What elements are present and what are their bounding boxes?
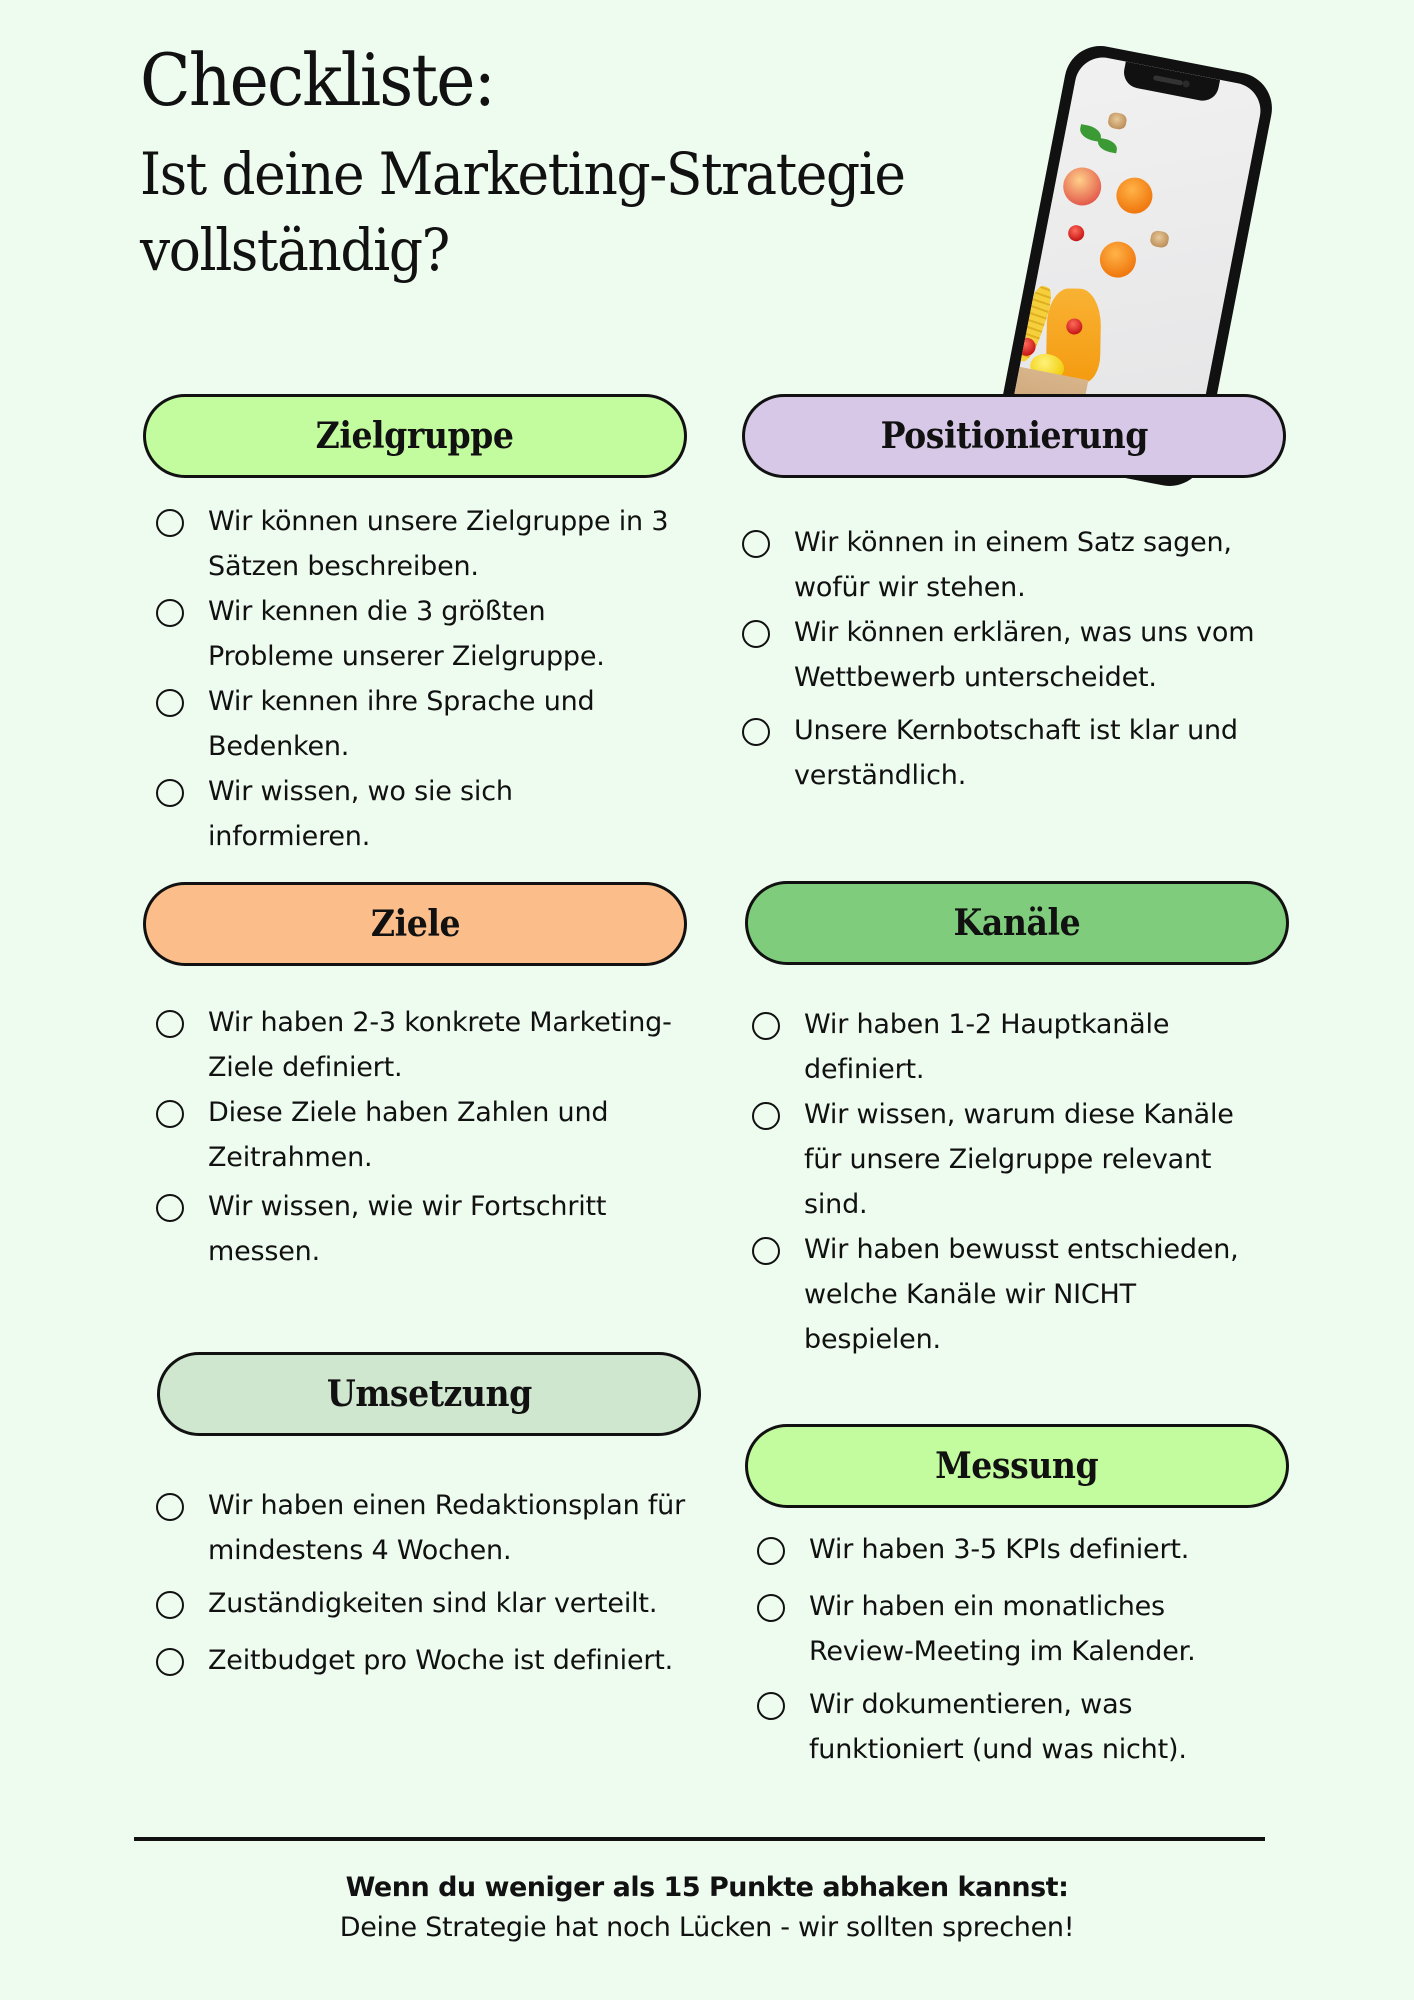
checklist-item[interactable]: Wir kennen die 3 größten Probleme unserer Zielgruppe.: [156, 589, 676, 679]
section-header-kanaele: [745, 881, 1289, 965]
checkbox-circle-icon[interactable]: [156, 599, 184, 627]
checklist-umsetzung: [156, 1483, 686, 1683]
section-title: Messung: [935, 1445, 1099, 1487]
checklist-item[interactable]: Wir haben 2-3 konkrete Marketing-Ziele definiert.: [156, 1000, 676, 1090]
section-header-positionierung: [742, 394, 1286, 478]
checklist-item[interactable]: Unsere Kernbotschaft ist klar und verständlich.: [742, 708, 1282, 798]
orange-icon: [1113, 174, 1155, 216]
section-header-umsetzung: [157, 1352, 701, 1436]
checkbox-circle-icon[interactable]: [752, 1102, 780, 1130]
section-header-ziele: [143, 882, 687, 966]
checkbox-circle-icon[interactable]: [156, 1591, 184, 1619]
checkbox-circle-icon[interactable]: [156, 1194, 184, 1222]
checkbox-circle-icon[interactable]: [742, 620, 770, 648]
footer-text: Deine Strategie hat noch Lücken - wir sollten sprechen!: [339, 1912, 1075, 1943]
leaf-icon: [1097, 138, 1119, 154]
page-title: Checkliste:: [140, 38, 495, 122]
checkbox-circle-icon[interactable]: [752, 1012, 780, 1040]
checkbox-circle-icon[interactable]: [742, 530, 770, 558]
checklist-item[interactable]: Diese Ziele haben Zahlen und Zeitrahmen.: [156, 1090, 676, 1180]
checklist-zielgruppe: [156, 499, 676, 859]
walnut-icon: [1107, 111, 1128, 130]
section-title: Umsetzung: [326, 1373, 532, 1415]
checkbox-circle-icon[interactable]: [757, 1594, 785, 1622]
apple-icon: [1060, 164, 1105, 209]
orange-icon: [1097, 239, 1139, 281]
checklist-kanaele: [752, 1002, 1272, 1362]
checklist-ziele: [156, 1000, 676, 1274]
checklist-item[interactable]: Wir haben einen Redaktionsplan für mindestens 4 Wochen.: [156, 1483, 686, 1573]
checkbox-circle-icon[interactable]: [156, 1100, 184, 1128]
checkbox-circle-icon[interactable]: [156, 1493, 184, 1521]
checkbox-circle-icon[interactable]: [752, 1237, 780, 1265]
checkbox-circle-icon[interactable]: [156, 1648, 184, 1676]
checklist-item[interactable]: Wir wissen, wie wir Fortschritt messen.: [156, 1184, 676, 1274]
checklist-positionierung: [742, 520, 1282, 798]
checkbox-circle-icon[interactable]: [757, 1537, 785, 1565]
tomato-icon: [1067, 224, 1086, 243]
checkbox-circle-icon[interactable]: [156, 779, 184, 807]
checklist-item[interactable]: Wir können in einem Satz sagen, wofür wir stehen.: [742, 520, 1282, 610]
section-title: Kanäle: [953, 902, 1081, 944]
checklist-item[interactable]: Wir wissen, wo sie sich informieren.: [156, 769, 676, 859]
footer-heading: Wenn du weniger als 15 Punkte abhaken kannst:: [345, 1872, 1069, 1903]
phone-notch: [1121, 61, 1220, 103]
section-title: Zielgruppe: [316, 415, 514, 457]
checklist-item[interactable]: Wir haben bewusst entschieden, welche Kanäle wir NICHT bespielen.: [752, 1227, 1272, 1362]
checklist-item[interactable]: Zeitbudget pro Woche ist definiert.: [156, 1638, 686, 1683]
checkbox-circle-icon[interactable]: [156, 1010, 184, 1038]
checkbox-circle-icon[interactable]: [156, 509, 184, 537]
checklist-item[interactable]: Wir können unsere Zielgruppe in 3 Sätzen beschreiben.: [156, 499, 676, 589]
subtitle-line-1: Ist deine Marketing-Strategie: [140, 140, 905, 208]
section-header-zielgruppe: [143, 394, 687, 478]
section-title: Ziele: [370, 903, 460, 945]
footer-divider: [134, 1837, 1265, 1841]
checklist-item[interactable]: Wir kennen ihre Sprache und Bedenken.: [156, 679, 676, 769]
walnut-icon: [1149, 230, 1170, 249]
checklist-item[interactable]: Zuständigkeiten sind klar verteilt.: [156, 1581, 686, 1626]
checkbox-circle-icon[interactable]: [156, 689, 184, 717]
subtitle-line-2: vollständig?: [140, 216, 449, 284]
checklist-item[interactable]: Wir können erklären, was uns vom Wettbewerb unterscheidet.: [742, 610, 1282, 700]
checklist-item[interactable]: Wir wissen, warum diese Kanäle für unsere Zielgruppe relevant sind.: [752, 1092, 1272, 1227]
checklist-item[interactable]: Wir haben ein monatliches Review-Meeting im Kalender.: [757, 1584, 1277, 1674]
page-subtitle: [140, 136, 968, 288]
section-header-messung: [745, 1424, 1289, 1508]
checklist-item[interactable]: Wir haben 1-2 Hauptkanäle definiert.: [752, 1002, 1272, 1092]
checkbox-circle-icon[interactable]: [757, 1692, 785, 1720]
checkbox-circle-icon[interactable]: [742, 718, 770, 746]
checklist-item[interactable]: Wir dokumentieren, was funktioniert (und was nicht).: [757, 1682, 1277, 1772]
checklist-item[interactable]: Wir haben 3-5 KPIs definiert.: [757, 1527, 1277, 1572]
checklist-messung: [757, 1527, 1277, 1772]
section-title: Positionierung: [880, 415, 1148, 457]
